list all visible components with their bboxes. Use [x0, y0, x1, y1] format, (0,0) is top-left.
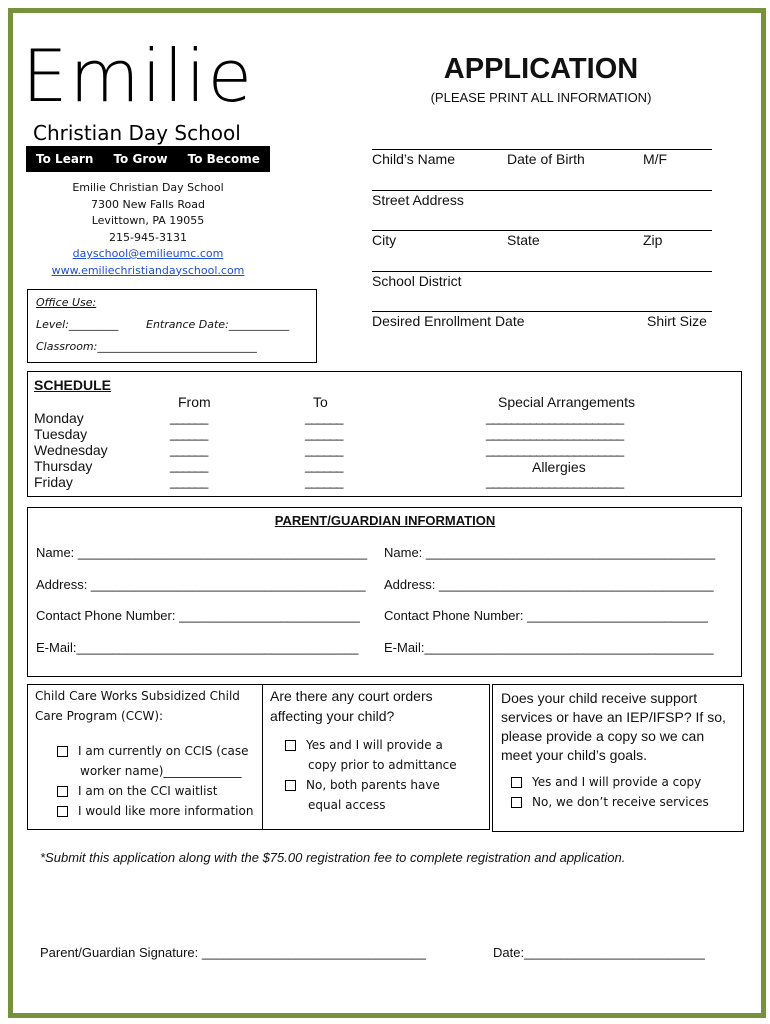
state-label: State	[507, 232, 540, 248]
parent1-phone-field[interactable]: Contact Phone Number: _________________________	[36, 608, 360, 623]
iep-question-line: Does your child receive support	[501, 690, 698, 706]
to-blank[interactable]: ______	[305, 410, 343, 425]
schedule-title: SCHEDULE	[34, 377, 112, 393]
checkbox[interactable]	[511, 777, 522, 788]
checkbox[interactable]	[511, 797, 522, 808]
from-column[interactable]	[170, 410, 207, 490]
street-label: Street Address	[372, 192, 464, 208]
childs-name-label: Child’s Name	[372, 151, 455, 167]
parent-guardian-title: PARENT/GUARDIAN INFORMATION	[274, 513, 496, 528]
school-logo-subtitle: Christian Day School	[33, 121, 241, 145]
page-title: APPLICATION	[443, 53, 639, 85]
special-line[interactable]: ______________________	[486, 442, 624, 457]
parent2-name-field[interactable]: Name: ________________________________________	[384, 545, 716, 560]
iep-question	[501, 689, 726, 765]
ccw-title	[35, 686, 240, 726]
office-level[interactable]: Level:_________	[36, 318, 119, 331]
court-option-no-cont: equal access	[308, 798, 386, 812]
shirt-size-label: Shirt Size	[647, 313, 707, 329]
iep-options	[511, 772, 709, 812]
page-subtitle: (PLEASE PRINT ALL INFORMATION)	[430, 90, 652, 105]
office-classroom[interactable]: Classroom:_____________________________	[36, 340, 257, 353]
to-header: To	[313, 394, 328, 410]
allergies-line[interactable]: ______________________	[486, 474, 624, 489]
office-entrance-date[interactable]: Entrance Date:___________	[146, 318, 290, 331]
allergies-label: Allergies	[532, 459, 586, 475]
parent1-address-field[interactable]: Address: ______________________________________	[36, 577, 366, 592]
parent1-email-field[interactable]: E-Mail:_______________________________________	[36, 640, 359, 655]
court-option-yes[interactable]: Yes and I will provide a	[285, 735, 457, 755]
checkbox[interactable]	[57, 786, 68, 797]
iep-question-line: services or have an IEP/IFSP? If so,	[501, 709, 726, 725]
to-blank[interactable]: ______	[305, 474, 343, 489]
from-blank[interactable]: ______	[170, 474, 208, 489]
district-label: School District	[372, 273, 462, 289]
court-question	[270, 686, 433, 726]
special-arrangements-lines[interactable]	[486, 410, 623, 458]
office-use-box	[27, 289, 317, 363]
day-monday: Monday	[34, 410, 84, 426]
dob-label: Date of Birth	[507, 151, 585, 167]
court-option-no[interactable]: No, both parents have	[285, 775, 457, 795]
day-thursday: Thursday	[34, 458, 93, 474]
to-blank[interactable]: ______	[305, 426, 343, 441]
ccw-option-ccis[interactable]: I am currently on CCIS (case	[57, 741, 253, 761]
ccw-caseworker-line[interactable]: worker name)_____________	[80, 764, 242, 778]
enrollment-date-label: Desired Enrollment Date	[372, 313, 525, 329]
email-link[interactable]: dayschool@emilieumc.com	[72, 247, 224, 260]
city-label: City	[372, 232, 397, 248]
school-logo: Emilie	[22, 34, 254, 118]
school-address	[40, 180, 256, 279]
special-arrangements-header: Special Arrangements	[498, 394, 635, 410]
court-options	[285, 735, 457, 815]
address-line: Emilie Christian Day School	[72, 181, 224, 194]
district-line[interactable]	[372, 271, 712, 272]
tagline-become: To Become	[187, 152, 260, 166]
tagline-learn: To Learn	[36, 152, 94, 166]
from-blank[interactable]: ______	[170, 426, 208, 441]
checkbox[interactable]	[57, 746, 68, 757]
address-line: Levittown, PA 19055	[91, 214, 205, 227]
website-link[interactable]: www.emiliechristiandayschool.com	[51, 263, 245, 277]
enrollment-line[interactable]	[372, 311, 712, 312]
parent2-email-field[interactable]: E-Mail:________________________________________	[384, 640, 714, 655]
day-tuesday: Tuesday	[34, 426, 88, 442]
tagline-bar	[26, 146, 270, 172]
to-blank[interactable]: ______	[305, 442, 343, 457]
checkbox[interactable]	[57, 806, 68, 817]
ccw-option-waitlist[interactable]: I am on the CCI waitlist	[57, 781, 253, 801]
iep-question-line: meet your child’s goals.	[501, 747, 648, 763]
ccw-options	[57, 741, 253, 821]
office-use-title: Office Use:	[36, 296, 97, 309]
parent2-phone-field[interactable]: Contact Phone Number: _________________________	[384, 608, 708, 623]
ccw-title-line: Child Care Works Subsidized Child	[35, 689, 240, 703]
checkbox[interactable]	[285, 740, 296, 751]
from-blank[interactable]: ______	[170, 442, 208, 457]
day-friday: Friday	[34, 474, 73, 490]
submission-note: *Submit this application along with the $75.00 registration fee to complete registration and application.	[40, 850, 626, 865]
court-question-line: affecting your child?	[270, 708, 395, 724]
special-line[interactable]: ______________________	[486, 410, 624, 425]
date-field[interactable]: Date:_________________________	[493, 945, 705, 960]
court-question-line: Are there any court orders	[270, 688, 433, 704]
phone-number: 215-945-3131	[109, 230, 187, 244]
days-list	[34, 410, 108, 490]
city-line[interactable]	[372, 230, 712, 231]
from-blank[interactable]: ______	[170, 458, 208, 473]
schedule-box	[27, 371, 742, 497]
iep-option-no[interactable]: No, we don’t receive services	[511, 792, 709, 812]
zip-label: Zip	[643, 232, 663, 248]
iep-question-line: please provide a copy so we can	[501, 728, 705, 744]
to-blank[interactable]: ______	[305, 458, 343, 473]
address-line: 7300 New Falls Road	[91, 197, 205, 211]
special-line[interactable]: ______________________	[486, 426, 624, 441]
from-header: From	[178, 394, 211, 410]
street-line[interactable]	[372, 190, 712, 191]
ccw-option-more-info[interactable]: I would like more information	[57, 801, 253, 821]
court-option-yes-cont: copy prior to admittance	[308, 758, 457, 772]
iep-option-yes[interactable]: Yes and I will provide a copy	[511, 772, 709, 792]
signature-field[interactable]: Parent/Guardian Signature: _______________________________	[40, 945, 427, 960]
checkbox[interactable]	[285, 780, 296, 791]
parent1-name-field[interactable]: Name: ________________________________________	[36, 545, 368, 560]
day-wednesday: Wednesday	[34, 442, 108, 458]
mf-label: M/F	[643, 151, 668, 167]
from-blank[interactable]: ______	[170, 410, 208, 425]
parent2-address-field[interactable]: Address: ______________________________________	[384, 577, 714, 592]
tagline-grow: To Grow	[113, 152, 168, 166]
child-name-line[interactable]	[372, 149, 712, 150]
to-column[interactable]	[305, 410, 342, 490]
ccw-title-line: Care Program (CCW):	[35, 709, 164, 723]
